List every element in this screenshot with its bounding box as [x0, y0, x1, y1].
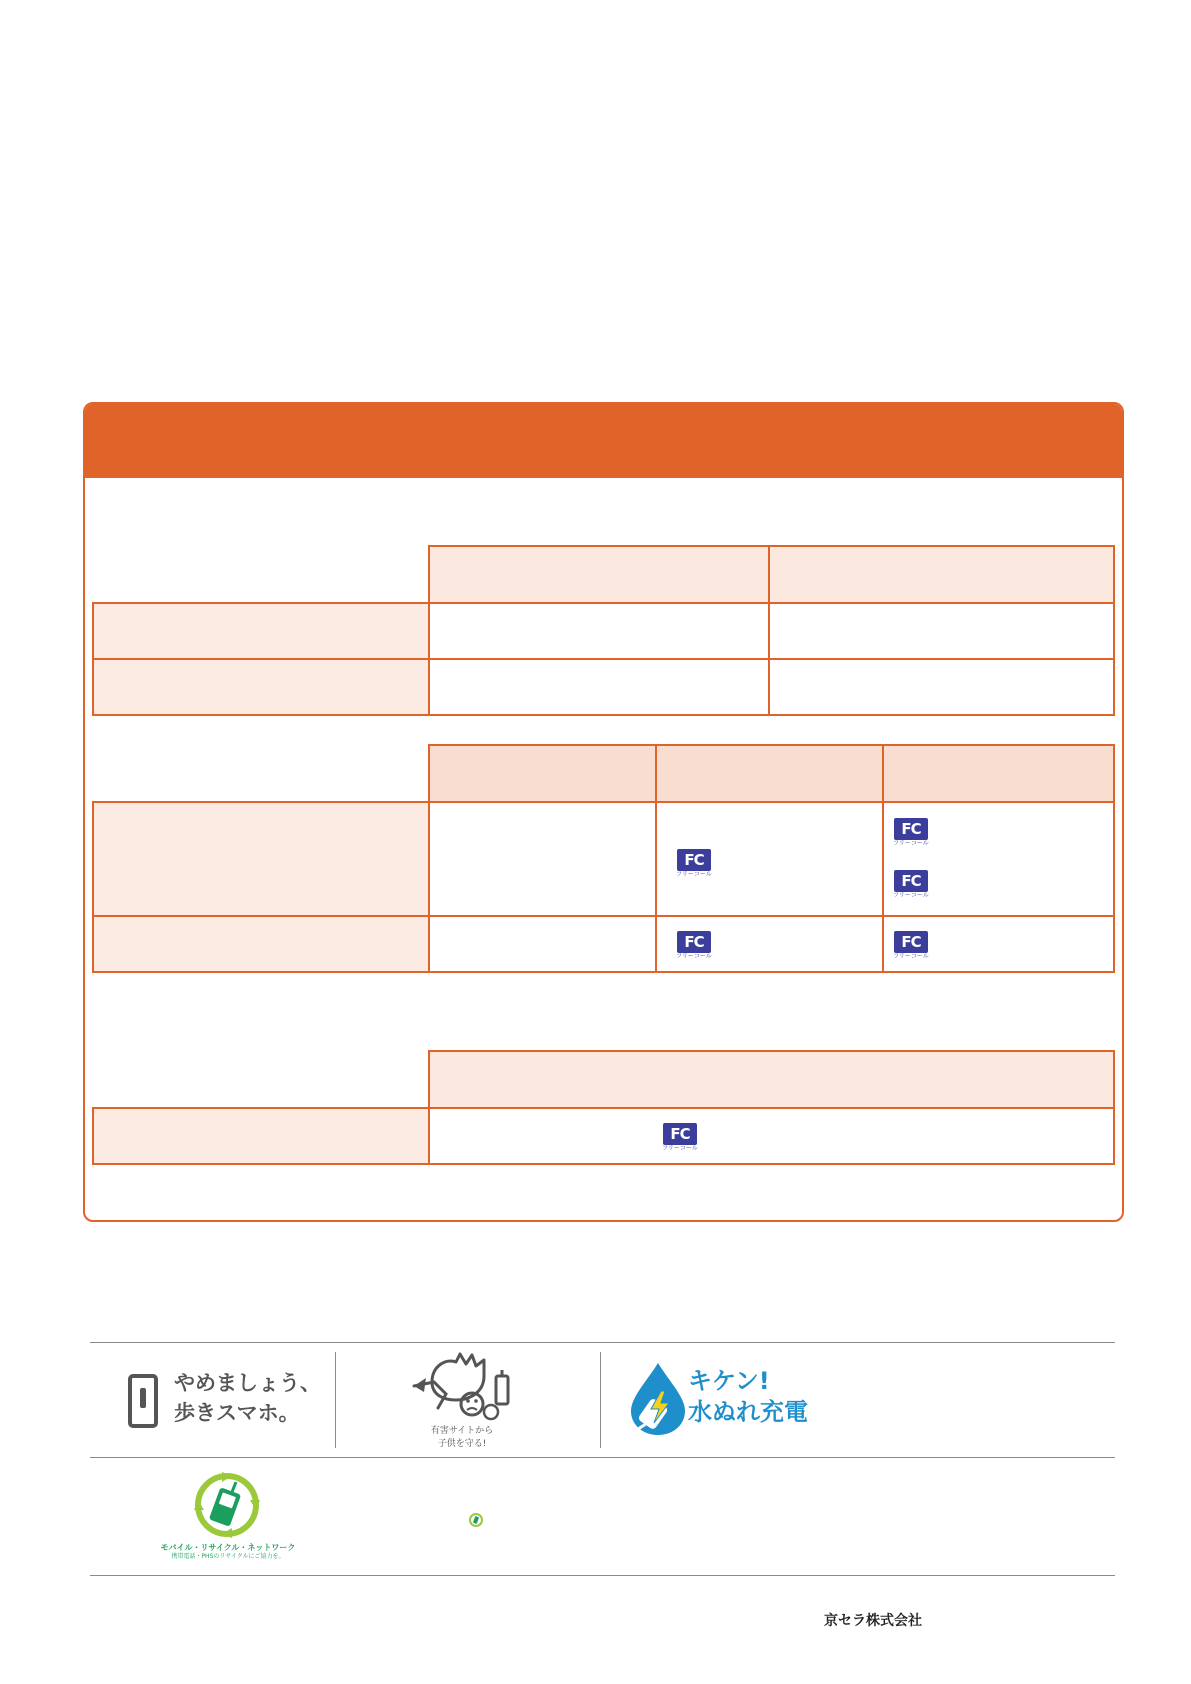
table-row-label	[93, 802, 429, 916]
wet-charging-notice: キケン! 水ぬれ充電	[688, 1367, 808, 1426]
table-cell	[429, 659, 769, 715]
divider	[90, 1342, 1115, 1343]
table-cell	[429, 603, 769, 659]
table-header-cell	[429, 1051, 1114, 1108]
water-drop-warning-icon	[627, 1361, 689, 1437]
table-cell	[883, 916, 1114, 972]
table-header-cell	[429, 546, 769, 603]
recycle-mini-icon	[469, 1513, 483, 1527]
child-protection-caption: 有害サイトから 子供を守る!	[430, 1426, 494, 1449]
table-cell	[883, 802, 1114, 916]
company-name: 京セラ株式会社	[824, 1613, 922, 1629]
free-call-icon: FC フリーコール	[676, 851, 712, 878]
panel-header	[85, 404, 1122, 478]
free-call-icon: FC フリーコール	[893, 933, 929, 960]
recycle-network-caption: 携帯電話・PHSのリサイクルにご協力を。	[171, 1553, 285, 1560]
table-row-label	[93, 659, 429, 715]
table-cell	[656, 916, 883, 972]
smartphone-warning-icon	[128, 1374, 158, 1428]
table-corner	[93, 1051, 429, 1108]
table-header-cell	[769, 546, 1114, 603]
divider	[335, 1352, 336, 1448]
contact-table-3	[92, 1050, 1115, 1165]
table-cell	[656, 802, 883, 916]
table-cell	[769, 659, 1114, 715]
table-cell	[429, 916, 656, 972]
table-row-label	[93, 916, 429, 972]
table-cell	[429, 802, 656, 916]
free-call-icon: FC フリーコール	[893, 820, 929, 847]
free-call-icon: FC フリーコール	[662, 1125, 698, 1152]
contact-table-2	[92, 744, 1115, 973]
divider	[90, 1457, 1115, 1458]
walking-notice: やめましょう、 歩きスマホ。	[174, 1371, 321, 1425]
contact-table-1	[92, 545, 1115, 716]
table-cell	[769, 603, 1114, 659]
divider	[600, 1352, 601, 1448]
recycle-network-title: モバイル・リサイクル・ネットワーク	[160, 1543, 296, 1552]
divider	[90, 1575, 1115, 1576]
recycle-icon	[194, 1472, 260, 1538]
table-row-label	[93, 603, 429, 659]
table-header-cell	[429, 745, 656, 802]
table-corner	[93, 745, 429, 802]
free-call-icon: FC フリーコール	[676, 933, 712, 960]
table-header-cell	[656, 745, 883, 802]
table-cell	[429, 1108, 1114, 1164]
table-corner	[93, 546, 429, 603]
free-call-icon: FC フリーコール	[893, 872, 929, 899]
child-protection-icon	[412, 1352, 512, 1422]
table-row-label	[93, 1108, 429, 1164]
table-header-cell	[883, 745, 1114, 802]
